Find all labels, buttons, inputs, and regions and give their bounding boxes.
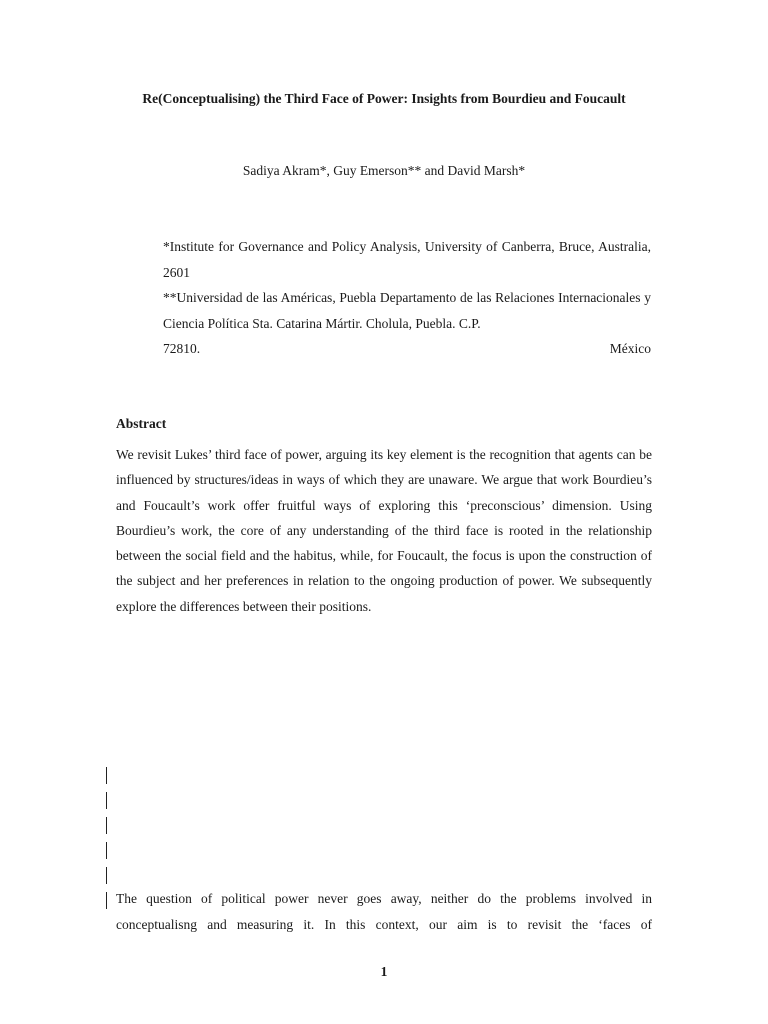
- affiliation-canberra: *Institute for Governance and Policy Analysis, University of Canberra, Bruce, Australia, 2601: [163, 239, 651, 280]
- affiliation-postcode: 72810.: [163, 341, 201, 356]
- paper-title: Re(Conceptualising) the Third Face of Power: Insights from Bourdieu and Foucault: [142, 91, 626, 106]
- affiliation-americas-postcode-line: [163, 336, 651, 362]
- change-bar-mark: [106, 792, 107, 809]
- change-bar-mark: [106, 892, 107, 909]
- affiliations: [163, 234, 651, 362]
- change-bar-mark: [106, 817, 107, 834]
- author-list: Sadiya Akram*, Guy Emerson** and David Marsh*: [242, 163, 526, 178]
- change-bar-mark: [106, 867, 107, 884]
- page-number: 1: [380, 964, 388, 979]
- intro-paragraph: [116, 886, 652, 938]
- change-bar-mark: [106, 842, 107, 859]
- intro-line: conceptualisng and measuring it. In this context, our aim is to revisit the ‘faces of: [116, 917, 652, 932]
- abstract-heading: Abstract: [116, 416, 167, 431]
- change-bar-mark: [106, 767, 107, 784]
- abstract-body: [116, 442, 652, 619]
- affiliation-country: México: [609, 341, 651, 356]
- abstract-paragraph: We revisit Lukes’ third face of power, arguing its key element is the recognition that agents can be influenced by structures/ideas in ways of which they are unaware. We argue that work Bourdieu’s and Foucault’s work offer fruitful ways of exploring this ‘preconscious’ dimension. Using Bourdieu’s work, the core of any understanding of the third face is rooted in the relationship between the social field and the habitus, while, for Foucault, the focus is upon the construction of the subject and her preferences in relation to the ongoing production of power. We subsequently explore the differences between their positions.: [116, 447, 652, 614]
- intro-line: The question of political power never goes away, neither do the problems involved in: [116, 891, 652, 906]
- affiliation-americas: **Universidad de las Américas, Puebla Departamento de las Relaciones Internacionales y Ciencia Política Sta. Catarina Mártir. Cholula, Puebla. C.P.: [163, 290, 651, 331]
